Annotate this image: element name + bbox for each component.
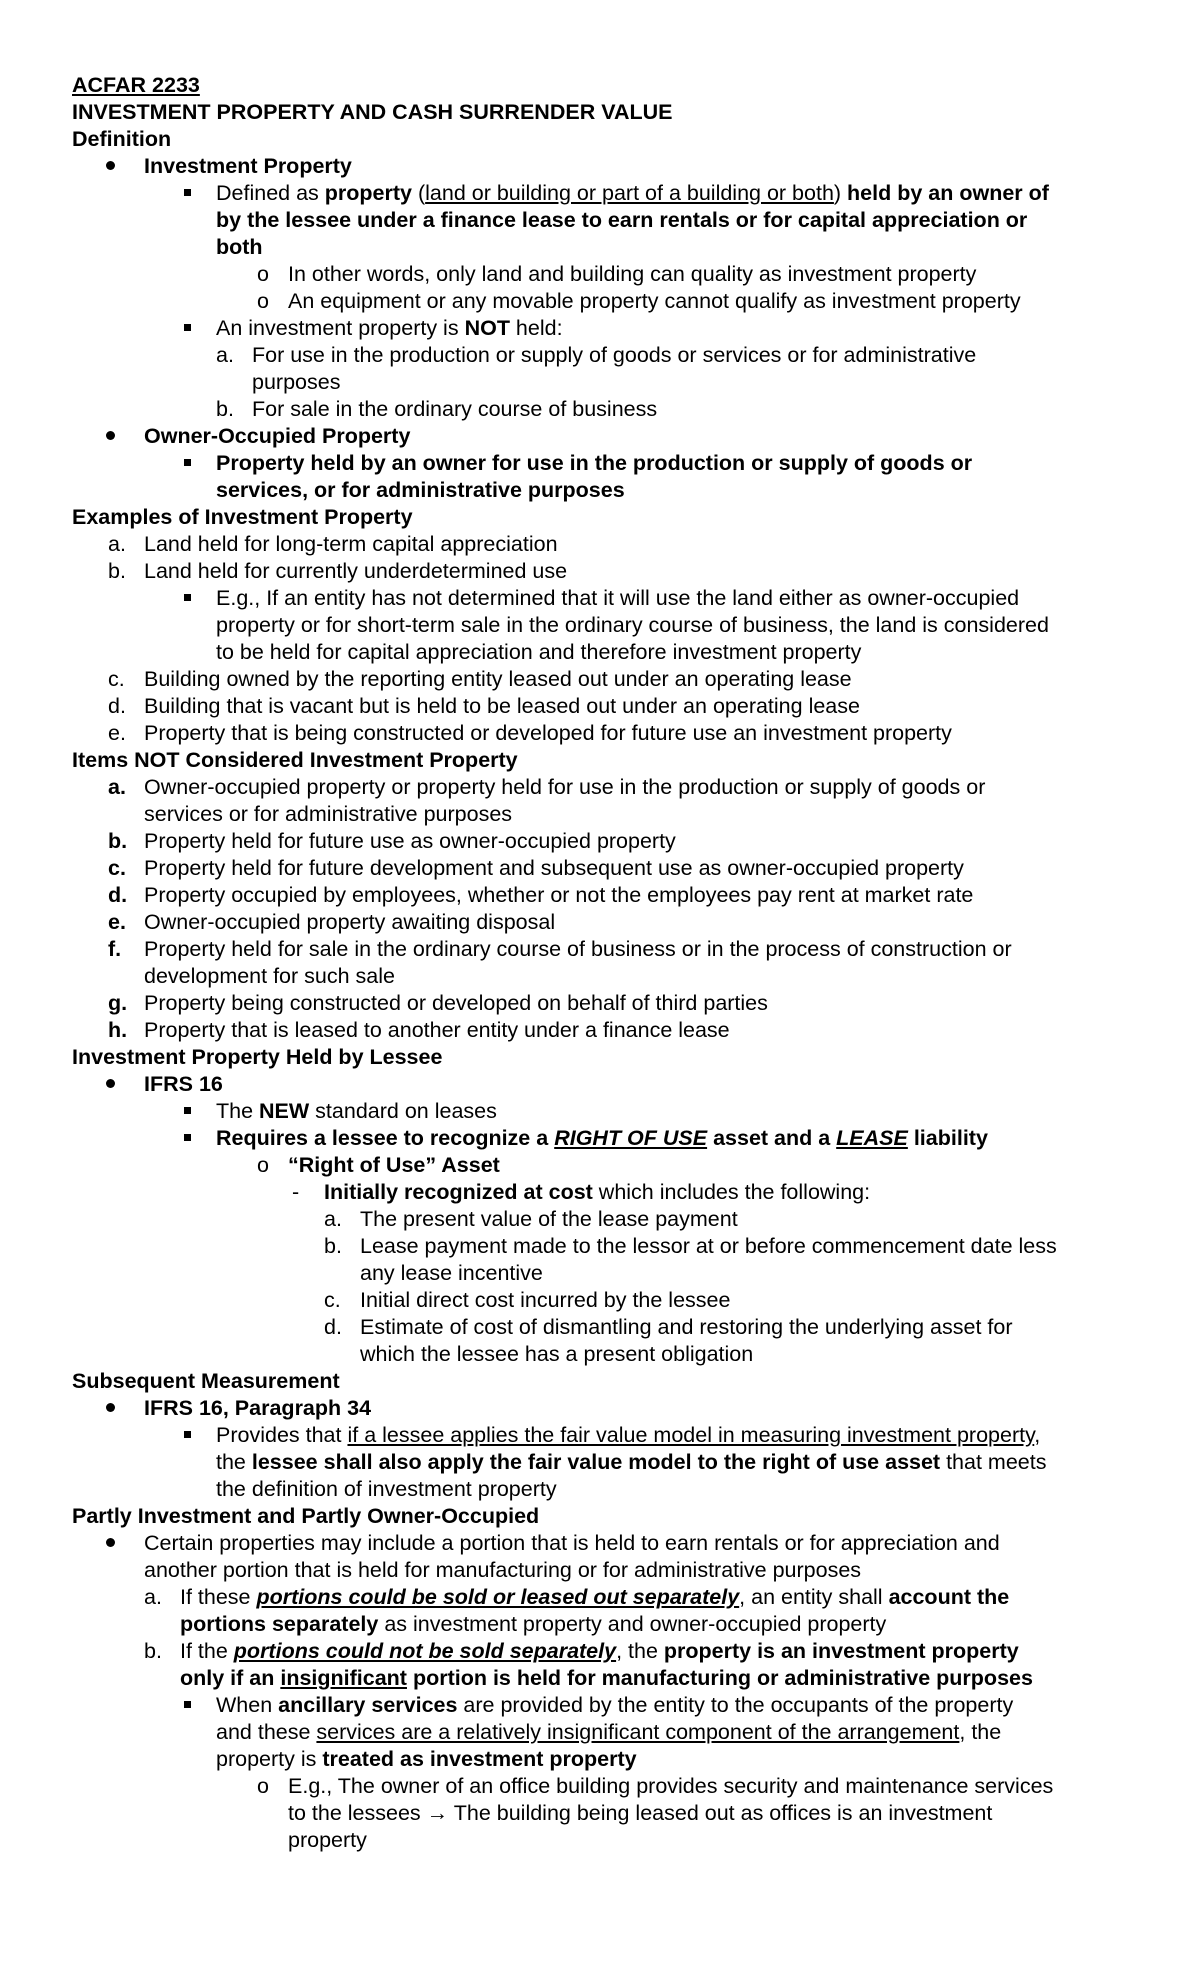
square-bullet-icon (184, 459, 191, 466)
heading-not-considered: Items NOT Considered Investment Property (72, 748, 518, 772)
not-item-b: b. Property held for future use as owner-occupied property (108, 829, 676, 853)
partly-intro-line1: Certain properties may include a portion that is held to earn rentals or for appreciation and (72, 1530, 1132, 1557)
bullet-dot-icon (106, 1079, 115, 1088)
rou-cost-a: a. The present value of the lease payment (324, 1207, 738, 1231)
arrow-right-icon: → (426, 1801, 449, 1825)
ancillary-line2: and these services are a relatively insignificant component of the arrangement, the (216, 1720, 1002, 1744)
partly-b-line1: b. If the portions could not be sold separately, the property is an investment property (144, 1639, 1019, 1663)
ifrs16-requirement: Requires a lessee to recognize a RIGHT OF USE asset and a LEASE liability (72, 1125, 1132, 1152)
not-item-e: e. Owner-occupied property awaiting disposal (108, 910, 556, 934)
example-a: a. Land held for long-term capital appreciation (108, 532, 558, 556)
ancillary-eg-line1: o E.g., The owner of an office building provides security and maintenance services (257, 1774, 1054, 1798)
square-bullet-icon (184, 324, 191, 331)
bullet-owner-occupied: Owner-Occupied Property (72, 423, 1132, 450)
heading-examples: Examples of Investment Property (72, 505, 413, 529)
example-b: b. Land held for currently underdetermined use (108, 559, 568, 583)
document-title: INVESTMENT PROPERTY AND CASH SURRENDER VALUE (72, 100, 673, 124)
example-c: c. Building owned by the reporting entity leased out under an operating lease (108, 667, 852, 691)
square-bullet-icon (184, 594, 191, 601)
ip-not-held-a-cont: purposes (252, 370, 341, 394)
ip-not-held: An investment property is NOT held: (72, 315, 1132, 342)
bullet-dot-icon (106, 161, 115, 170)
ip-definition-line3: both (216, 235, 263, 259)
ip-note-land-building: o In other words, only land and building can quality as investment property (257, 262, 977, 286)
para34-line2: the lessee shall also apply the fair value model to the right of use asset that meets (216, 1450, 1047, 1474)
ip-note-equipment: o An equipment or any movable property cannot qualify as investment property (257, 289, 1021, 313)
para34-line3: the definition of investment property (216, 1477, 557, 1501)
bullet-dot-icon (106, 1538, 115, 1547)
rou-cost-c: c. Initial direct cost incurred by the lessee (324, 1288, 731, 1312)
example-e: e. Property that is being constructed or developed for future use an investment property (108, 721, 952, 745)
square-bullet-icon (184, 1701, 191, 1708)
rou-initial-recognition: - Initially recognized at cost which includes the following: (292, 1180, 871, 1204)
para34-line1: Provides that if a lessee applies the fair value model in measuring investment property, (72, 1422, 1132, 1449)
bullet-dot-icon (106, 1403, 115, 1412)
rou-cost-d-cont: which the lessee has a present obligation (360, 1342, 754, 1366)
rou-cost-b: b. Lease payment made to the lessor at or before commencement date less (324, 1234, 1057, 1258)
example-d: d. Building that is vacant but is held to be leased out under an operating lease (108, 694, 860, 718)
bullet-ifrs16: IFRS 16 (72, 1071, 1132, 1098)
not-item-h: h. Property that is leased to another entity under a finance lease (108, 1018, 730, 1042)
not-item-f: f. Property held for sale in the ordinary course of business or in the process of construction or (108, 937, 1012, 961)
oop-definition-line2: services, or for administrative purposes (216, 478, 625, 502)
partly-b-line2: only if an insignificant portion is held for manufacturing or administrative purposes (180, 1666, 1033, 1690)
bullet-investment-property: Investment Property (72, 153, 1132, 180)
not-item-f-cont: development for such sale (144, 964, 395, 988)
partly-a-line1: a. If these portions could be sold or leased out separately, an entity shall account the (144, 1585, 1010, 1609)
rou-asset: o “Right of Use” Asset (257, 1153, 500, 1177)
ip-not-held-b: b. For sale in the ordinary course of business (216, 397, 658, 421)
ancillary-line1: When ancillary services are provided by the entity to the occupants of the property (72, 1692, 1132, 1719)
rou-cost-b-cont: any lease incentive (360, 1261, 543, 1285)
heading-subsequent-measurement: Subsequent Measurement (72, 1369, 340, 1393)
heading-definition: Definition (72, 127, 172, 151)
example-b-eg-line2: property or for short-term sale in the ordinary course of business, the land is considered (216, 613, 1049, 637)
bullet-dot-icon (106, 431, 115, 440)
heading-held-by-lessee: Investment Property Held by Lessee (72, 1045, 443, 1069)
ip-not-held-a: a. For use in the production or supply of goods or services or for administrative (216, 343, 977, 367)
ifrs16-new-standard: The NEW standard on leases (72, 1098, 1132, 1125)
not-item-d: d. Property occupied by employees, whether or not the employees pay rent at market rate (108, 883, 974, 907)
rou-cost-d: d. Estimate of cost of dismantling and restoring the underlying asset for (324, 1315, 1013, 1339)
not-item-g: g. Property being constructed or developed on behalf of third parties (108, 991, 768, 1015)
square-bullet-icon (184, 189, 191, 196)
document-page (72, 72, 1132, 1854)
not-item-c: c. Property held for future development and subsequent use as owner-occupied property (108, 856, 964, 880)
square-bullet-icon (184, 1134, 191, 1141)
example-b-eg-line3: to be held for capital appreciation and therefore investment property (216, 640, 862, 664)
ip-definition-line2: by the lessee under a finance lease to earn rentals or for capital appreciation or (216, 208, 1028, 232)
ip-definition-line1: Defined as property (land or building or part of a building or both) held by an owner of (72, 180, 1132, 207)
course-code: ACFAR 2233 (72, 73, 200, 97)
oop-definition-line1: Property held by an owner for use in the production or supply of goods or (72, 450, 1132, 477)
bullet-ifrs16-para34: IFRS 16, Paragraph 34 (72, 1395, 1132, 1422)
ancillary-eg-line3: property (288, 1828, 367, 1852)
not-item-a-cont: services or for administrative purposes (144, 802, 513, 826)
not-item-a: a. Owner-occupied property or property held for use in the production or supply of goods or (108, 775, 986, 799)
partly-intro-line2: another portion that is held for manufacturing or for administrative purposes (144, 1558, 862, 1582)
example-b-eg-line1: E.g., If an entity has not determined that it will use the land either as owner-occupied (72, 585, 1132, 612)
partly-a-line2: portions separately as investment property and owner-occupied property (180, 1612, 887, 1636)
square-bullet-icon (184, 1431, 191, 1438)
ancillary-eg-line2: to the lessees → The building being leased out as offices is an investment (288, 1801, 993, 1825)
heading-partly-investment: Partly Investment and Partly Owner-Occupied (72, 1504, 540, 1528)
square-bullet-icon (184, 1107, 191, 1114)
ancillary-line3: property is treated as investment property (216, 1747, 637, 1771)
